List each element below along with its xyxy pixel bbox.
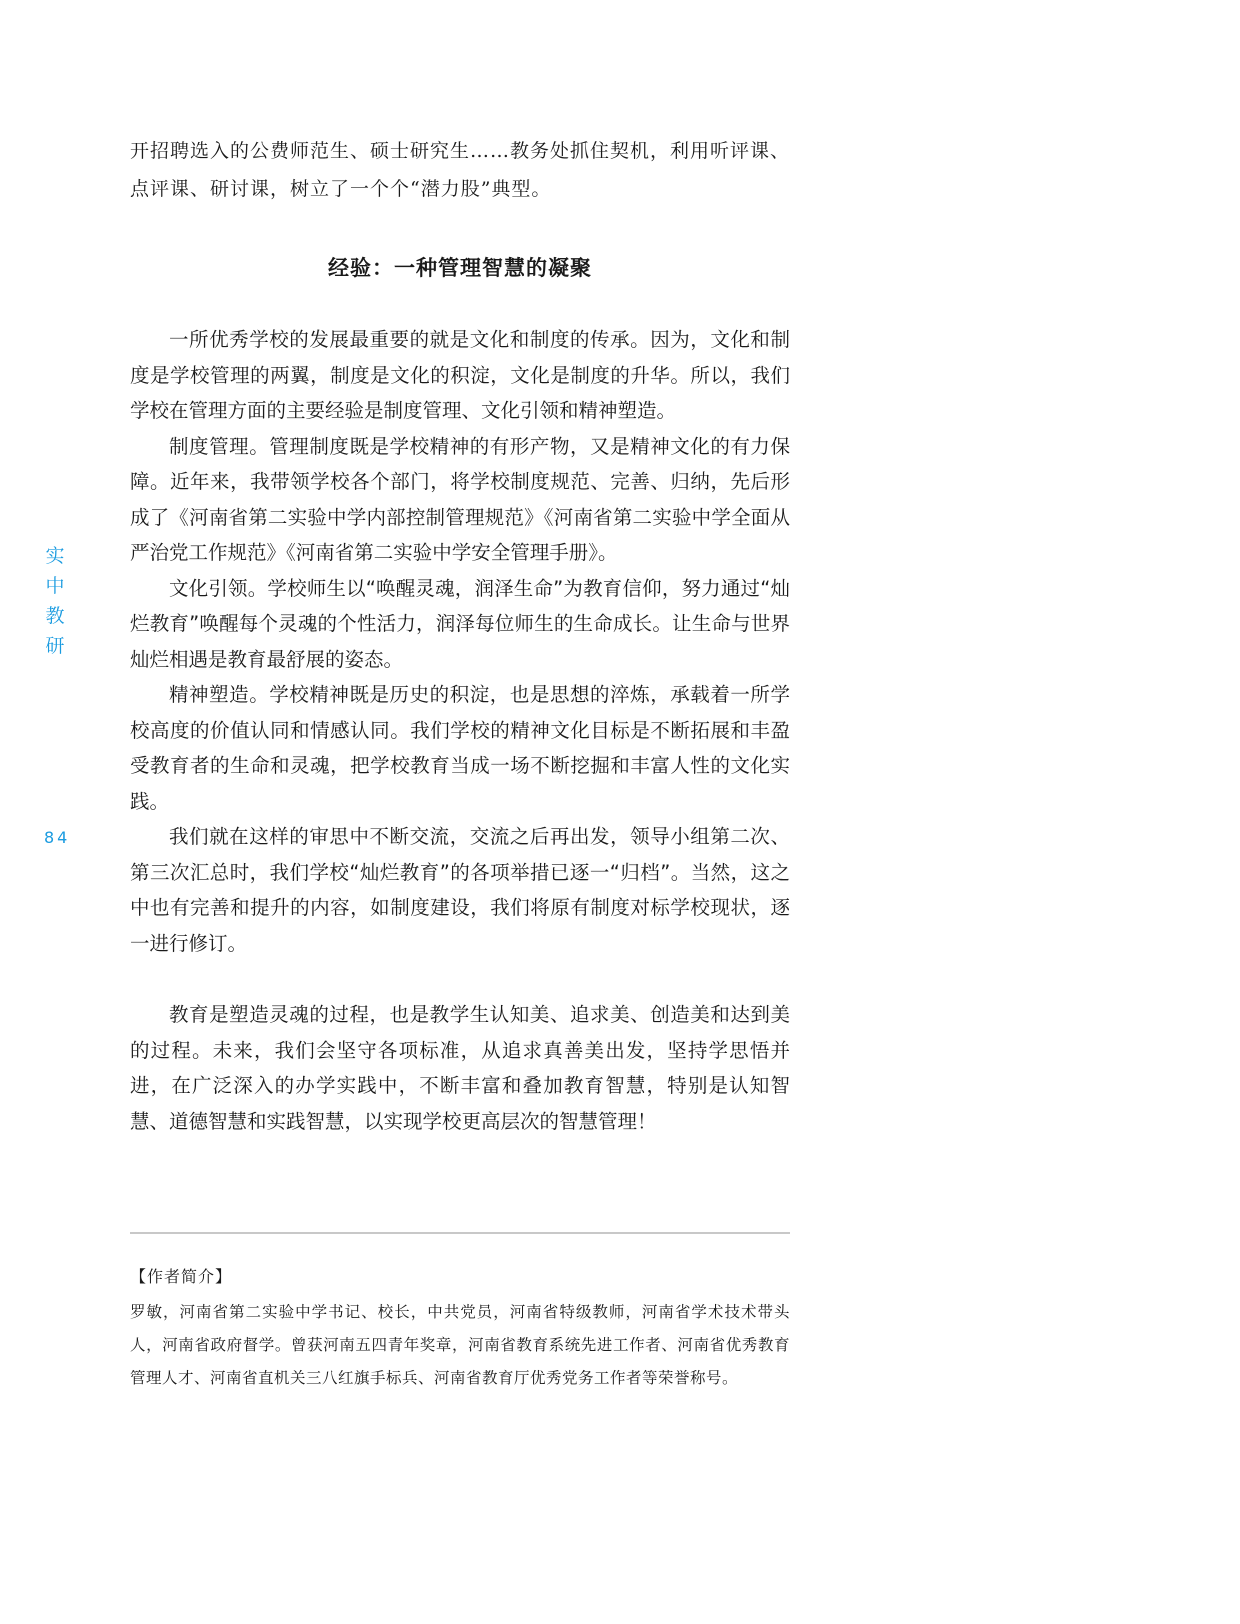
author-bio-section (130, 1262, 790, 1395)
body-paragraph: 一所优秀学校的发展最重要的就是文化和制度的传承。因为，文化和制度是学校管理的两翼，制度是文化的积淀，文化是制度的升华。所以，我们学校在管理方面的主要经验是制度管理、文化引领和精神塑造。 (130, 328, 790, 422)
paragraph-spacer (130, 961, 790, 997)
author-bio-heading: 【作者简介】 (130, 1267, 233, 1286)
body-paragraph: 文化引领。学校师生以“唤醒灵魂，润泽生命”为教育信仰，努力通过“灿烂教育”唤醒每个灵魂的个性活力，润泽每位师生的生命成长。让生命与世界灿烂相遇是教育最舒展的姿态。 (130, 576, 790, 671)
section-divider (130, 1232, 790, 1234)
side-label-char: 教 (45, 605, 65, 627)
page-number: 84 (44, 828, 71, 847)
side-section-label (44, 544, 66, 658)
side-label-char: 研 (45, 635, 65, 657)
body-paragraph: 我们就在这样的审思中不断交流，交流之后再出发，领导小组第二次、第三次汇总时，我们学校“灿烂教育”的各项举措已逐一“归档”。当然，这之中也有完善和提升的内容，如制度建设，我们将原有制度对标学校现状，逐一进行修订。 (130, 825, 790, 955)
article-body (130, 132, 790, 1139)
author-bio-text: 罗敏，河南省第二实验中学书记、校长，中共党员，河南省特级教师，河南省学术技术带头人，河南省政府督学。曾获河南五四青年奖章，河南省教育系统先进工作者、河南省优秀教育管理人才、河南省直机关三八红旗手标兵、河南省教育厅优秀党务工作者等荣誉称号。 (130, 1303, 790, 1387)
section-title: 经验：一种管理智慧的凝聚 (328, 256, 592, 280)
body-paragraph: 精神塑造。学校精神既是历史的积淀，也是思想的淬炼，承载着一所学校高度的价值认同和情感认同。我们学校的精神文化目标是不断拓展和丰盈受教育者的生命和灵魂，把学校教育当成一场不断挖掘和丰富人性的文化实践。 (130, 683, 790, 813)
intro-paragraph: 开招聘选入的公费师范生、硕士研究生……教务处抓住契机，利用听评课、点评课、研讨课，树立了一个个“潜力股”典型。 (130, 140, 791, 200)
body-paragraph: 制度管理。管理制度既是学校精神的有形产物，又是精神文化的有力保障。近年来，我带领学校各个部门，将学校制度规范、完善、归纳，先后形成了《河南省第二实验中学内部控制管理规范》《河南省第二实验中学全面从严治党工作规范》《河南省第二实验中学安全管理手册》。 (130, 434, 790, 564)
side-label-char: 中 (45, 575, 65, 597)
side-label-char: 实 (45, 545, 65, 567)
closing-paragraph: 教育是塑造灵魂的过程，也是教学生认知美、追求美、创造美和达到美的过程。未来，我们会坚守各项标准，从追求真善美出发，坚持学思悟并进，在广泛深入的办学实践中，不断丰富和叠加教育智慧，特别是认知智慧、道德智慧和实践智慧，以实现学校更高层次的智慧管理！ (130, 1003, 790, 1133)
